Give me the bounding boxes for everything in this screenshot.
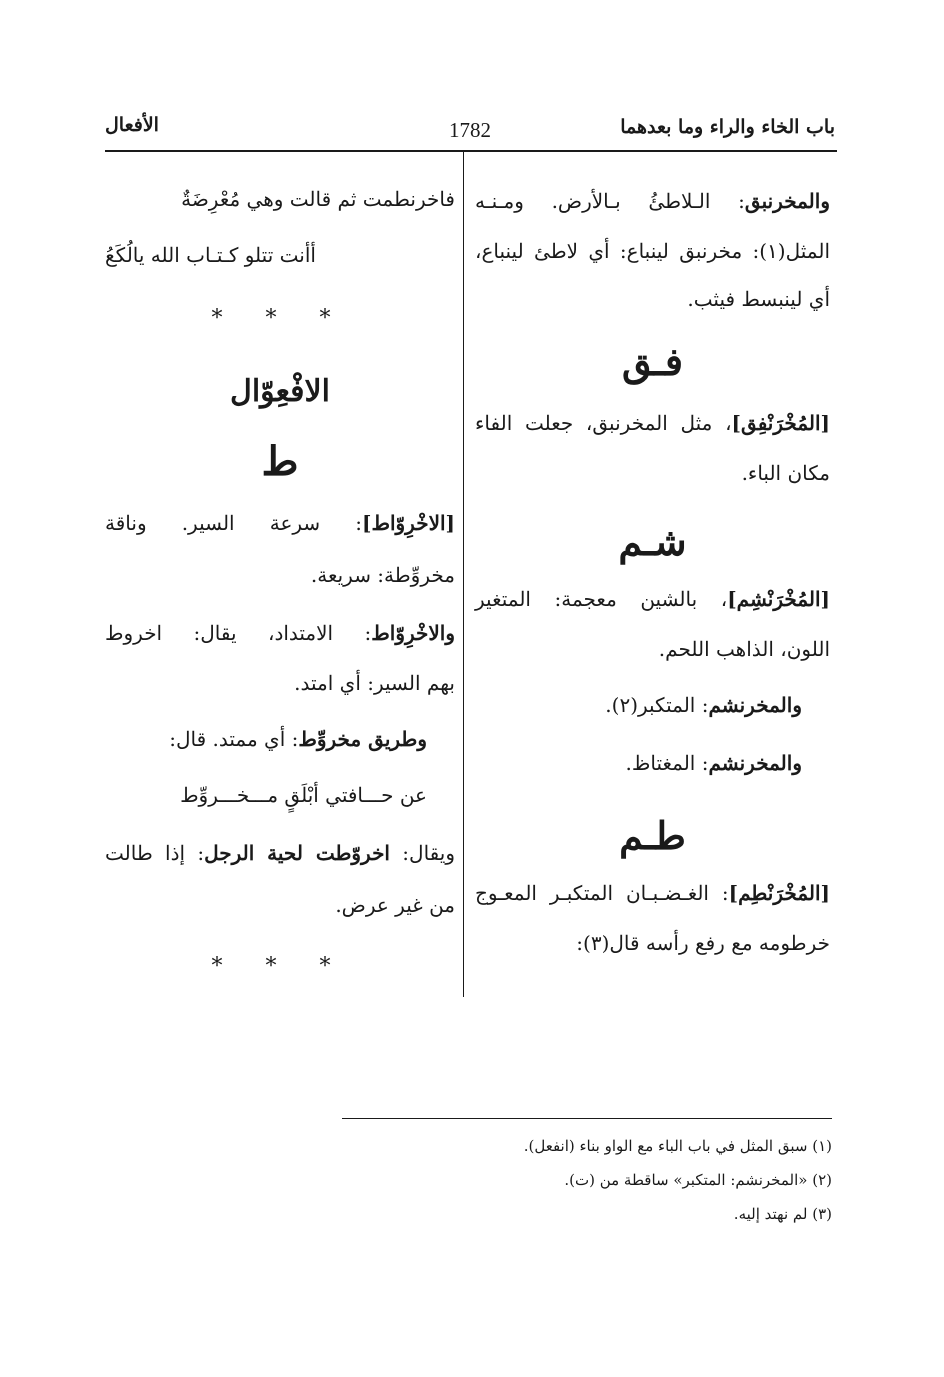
entry-line: [الاخْرِوّاط]: سرعة السير. وناقة [105,511,455,535]
entry-line: ويقال: اخروّطت لحية الرجل: إذا طالت [105,841,456,865]
entry-line: اللون، الذاهب اللحم. [658,637,830,661]
entry-line: والمخرنبق: الـلاطئُ بـالأرض. ومـنـه [475,189,830,213]
entry-line: [المُخْرَنْفِق]، مثل المخرنبق، جعلت الفاء [475,411,830,435]
section-divider-stars: * * * [211,306,349,331]
footnote: (١) سبق المثل في باب الباء مع الواو بناء (انفعل). [523,1137,832,1155]
entry-line: من غير عرض. [335,893,455,917]
page-number: 1782 [449,118,491,142]
root-heading-t: ط [261,438,299,485]
root-heading-tm: طـم [619,813,686,858]
entry-line: والمخرنشم: المغتاظ. [625,751,802,775]
running-header [105,112,835,146]
verse-line: أأنت تتلو كـتـاب الله يالُكَعُ [105,243,316,267]
verse-line: عن حـــافتي أبْلَقٍ مـــخـــروِّط [180,783,427,807]
verse-line: فاخرنطمت ثم قالت وهي مُعْرِضَةٌ [181,187,455,211]
entry-line: المثل(١): مخرنبق لينباع: أي لاطئ لينباع، [475,239,830,263]
header-chapter-title: باب الخاء والراء وما بعدهما [620,116,835,138]
entry-line: وطريق مخروِّط: أي ممتد. قال: [169,727,427,751]
footnote-rule [342,1118,832,1119]
root-heading-shm: شـم [618,519,687,564]
entry-line: [المُخْرَنْشِم]، بالشين معجمة: المتغير [475,587,830,611]
section-heading: الافْعِوّال [230,374,330,409]
entry-line: خرطومه مع رفع رأسه قال(٣): [576,931,830,955]
entry-line: [المُخْرَنْطِم]: الغـضـبـان المتكبـر المعـوج [475,881,830,905]
section-divider-stars: * * * [211,954,349,979]
entry-line: والمخرنشم: المتكبر(٢). [605,693,802,717]
footnote: (٣) لم نهتد إليه. [733,1205,832,1223]
root-heading-fq: فـق [622,339,683,384]
header-section-title: الأفعال [105,114,159,136]
entry-line: مكان الباء. [741,461,830,485]
entry-line: أي لينبسط فيثب. [687,287,830,311]
footnote: (٢) «المخرنشم: المتكبر» ساقطة من (ت). [564,1171,832,1189]
entry-line: مخروِّطة: سريعة. [310,563,455,587]
header-rule [105,150,837,152]
entry-line: والاخْرِوّاط: الامتداد، يقال: اخروط [105,621,455,645]
entry-line: بهم السير: أي امتد. [294,671,455,695]
column-divider [463,152,464,997]
